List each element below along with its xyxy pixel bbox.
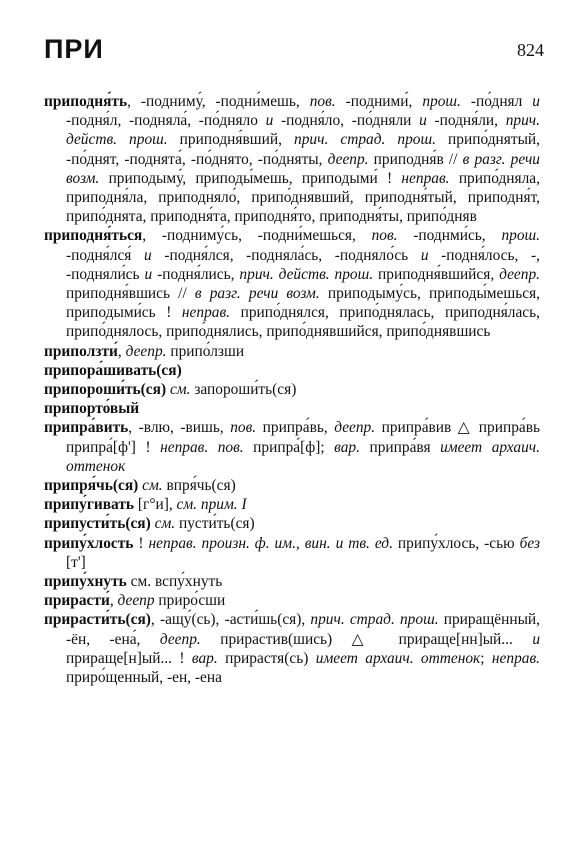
entry-text: прираще[н]ый... ! bbox=[66, 649, 192, 667]
entry-text: -подня́ло, -по́дняли bbox=[273, 112, 420, 130]
grammar-note: см. bbox=[154, 515, 176, 533]
entry-headword: припорто́вый bbox=[44, 400, 140, 418]
entry-text: ! bbox=[133, 534, 149, 552]
entry-text: припра́вя bbox=[359, 438, 441, 456]
grammar-note: имеет архаич. оттенок bbox=[66, 438, 540, 475]
entry-text: приращённый, -ён, -ена́, bbox=[66, 611, 540, 648]
dictionary-entry bbox=[44, 610, 540, 687]
entry-headword: припу́хлость bbox=[44, 534, 134, 552]
entry-text: -подня́лся, -подняла́сь, -подняло́сь bbox=[151, 246, 421, 264]
entry-text: -подними́, bbox=[335, 93, 423, 110]
grammar-note: прош. bbox=[422, 93, 461, 110]
grammar-note: деепр. bbox=[499, 265, 540, 283]
entry-text: приро́щенный, -ен, -ена bbox=[66, 669, 222, 687]
grammar-note: деепр. bbox=[125, 342, 167, 360]
entry-text: припра́вь, bbox=[256, 419, 335, 437]
entry-text: припо́днялся, припо́днялась, приподня́лась, припо́днялось, припо́днялись, припо́днявшийся, припо́днявшись bbox=[66, 304, 540, 341]
grammar-note: деепр. bbox=[159, 630, 201, 648]
entry-headword: прирасти́ bbox=[44, 592, 110, 610]
grammar-note: неправ. bbox=[401, 169, 450, 187]
entry-text: -подня́лись, bbox=[152, 265, 240, 283]
entry-text: приподня́вший, bbox=[167, 131, 295, 149]
entry-text: [т'] bbox=[66, 553, 86, 571]
running-head-word: ПРИ bbox=[44, 34, 104, 64]
entry-text: , bbox=[117, 342, 126, 360]
dictionary-entry bbox=[44, 572, 540, 591]
dictionary-entry bbox=[44, 514, 540, 533]
dictionary-entry bbox=[44, 92, 540, 226]
page-header bbox=[44, 34, 544, 70]
grammar-note: см. прим. I bbox=[176, 496, 247, 514]
grammar-note: прич. страд. прош. bbox=[310, 611, 439, 629]
page-number: 824 bbox=[517, 40, 544, 60]
entry-text: , -ащу́(сь), -асти́шь(ся), bbox=[150, 611, 311, 629]
grammar-note: имеет архаич. оттенок bbox=[315, 649, 481, 667]
dictionary-entries bbox=[44, 92, 540, 687]
entry-text: припо́дняла, приподня́ла, приподняло́, припо́днявший, приподня́тый, приподня́т, припо́днята, приподня́та, приподня́то, приподня́ты, припо́дняв bbox=[66, 169, 540, 226]
entry-text: [г°и], bbox=[134, 496, 177, 514]
entry-headword: приподня́ться bbox=[44, 227, 143, 245]
grammar-note: прич. действ. прош. bbox=[239, 265, 374, 283]
grammar-note: и bbox=[144, 246, 152, 264]
entry-text: приподыму́, приподы́мешь, приподыми́ ! bbox=[99, 169, 402, 187]
entry-text: припра́вив △ припра́вь припра́[ф'] ! bbox=[66, 419, 541, 456]
entry-text: -подня́л, -подняла́, -по́дняло bbox=[66, 112, 266, 130]
grammar-note: прич. страд. прош. bbox=[294, 131, 436, 149]
entry-headword: припора́шивать(ся) bbox=[44, 361, 182, 379]
entry-text: -подня́лось, -, -подняли́сь bbox=[66, 246, 540, 283]
entry-text: прирастя(сь) bbox=[217, 649, 316, 667]
grammar-note: вар. bbox=[191, 649, 218, 667]
entry-text: -поднми́сь, bbox=[397, 227, 502, 245]
entry-text: припо́лзши bbox=[166, 342, 245, 360]
grammar-note: пов. bbox=[230, 419, 257, 437]
grammar-note: деепр. bbox=[334, 419, 376, 437]
entry-text: припра́[ф]; bbox=[243, 438, 335, 456]
entry-text: приподня́вшись // bbox=[66, 285, 195, 303]
dictionary-entry bbox=[44, 534, 540, 572]
entry-text: прирастив(шись) △ прираще[нн]ый... bbox=[200, 630, 533, 648]
entry-headword: припороши́ть(ся) bbox=[44, 381, 167, 399]
grammar-note: вар. bbox=[334, 438, 360, 456]
entry-headword: припу́хнуть bbox=[44, 573, 127, 591]
entry-text: припо́днятый, -по́днят, -поднята́, -по́днято, -по́дняты, bbox=[66, 131, 540, 168]
dictionary-entry bbox=[44, 476, 540, 495]
grammar-note: прич. действ. прош. bbox=[66, 112, 540, 149]
entry-text: приподня́в // bbox=[368, 150, 463, 168]
grammar-note: пов. bbox=[309, 93, 336, 110]
entry-text: -по́днял bbox=[460, 93, 533, 110]
grammar-note: неправ. пов. bbox=[160, 438, 244, 456]
entry-headword: прирасти́ть(ся) bbox=[44, 611, 151, 629]
entry-text: -подня́лся́ bbox=[66, 246, 144, 264]
entry-text: пусти́ть(ся) bbox=[175, 515, 255, 533]
dictionary-entry bbox=[44, 495, 540, 514]
entry-text: , bbox=[109, 592, 118, 610]
dictionary-entry bbox=[44, 399, 540, 418]
entry-text: приподыму́сь, приподы́мешься, приподыми́сь ! bbox=[66, 285, 540, 322]
dictionary-entry bbox=[44, 418, 540, 476]
dictionary-entry bbox=[44, 591, 540, 610]
grammar-note: и bbox=[265, 112, 274, 130]
grammar-note: см. bbox=[169, 381, 191, 399]
grammar-note: см. bbox=[142, 477, 163, 495]
grammar-note: и bbox=[532, 630, 541, 648]
entry-headword: припусти́ть(ся) bbox=[44, 515, 151, 533]
entry-headword: приподня́ть bbox=[44, 93, 128, 110]
entry-headword: припра́вить bbox=[44, 419, 129, 437]
grammar-note: и bbox=[419, 112, 427, 130]
dictionary-entry bbox=[44, 226, 540, 341]
grammar-note: пов. bbox=[371, 227, 398, 245]
entry-headword: приползти́ bbox=[44, 342, 118, 360]
grammar-note: и bbox=[420, 246, 429, 264]
grammar-note: неправ. bbox=[181, 304, 231, 322]
entry-text: , -влю, -вишь, bbox=[128, 419, 231, 437]
grammar-note: без bbox=[519, 534, 540, 552]
grammar-note: деепр bbox=[117, 592, 155, 610]
entry-headword: припря́чь(ся) bbox=[44, 477, 139, 495]
dictionary-entry bbox=[44, 380, 540, 399]
dictionary-entry bbox=[44, 361, 540, 380]
entry-text: см. вспу́хнуть bbox=[126, 573, 223, 591]
entry-text: запороши́ть(ся) bbox=[190, 381, 297, 399]
entry-text: ; bbox=[480, 649, 492, 667]
grammar-note: прош. bbox=[501, 227, 540, 245]
entry-text: припу́хлось, -сью bbox=[392, 534, 520, 552]
grammar-note: деепр. bbox=[327, 150, 369, 168]
entry-text: , -подниму́, -подни́мешь, bbox=[127, 93, 310, 110]
grammar-note: в разг. речи возм. bbox=[66, 150, 541, 187]
grammar-note: неправ. bbox=[491, 649, 540, 667]
grammar-note: и bbox=[532, 93, 540, 110]
entry-text: приро́сши bbox=[154, 592, 226, 610]
entry-text: впря́чь(ся) bbox=[162, 477, 236, 495]
grammar-note: неправ. произн. ф. им., вин. и тв. ед. bbox=[148, 534, 393, 552]
grammar-note: и bbox=[144, 265, 153, 283]
grammar-note: в разг. речи возм. bbox=[194, 285, 320, 303]
entry-text: , -подниму́сь, -подни́мешься, bbox=[142, 227, 372, 245]
entry-text: приподня́вшийся, bbox=[373, 265, 500, 283]
dictionary-entry bbox=[44, 342, 540, 361]
entry-headword: припу́гивать bbox=[44, 496, 135, 514]
entry-text: -подня́ли, bbox=[426, 112, 506, 130]
